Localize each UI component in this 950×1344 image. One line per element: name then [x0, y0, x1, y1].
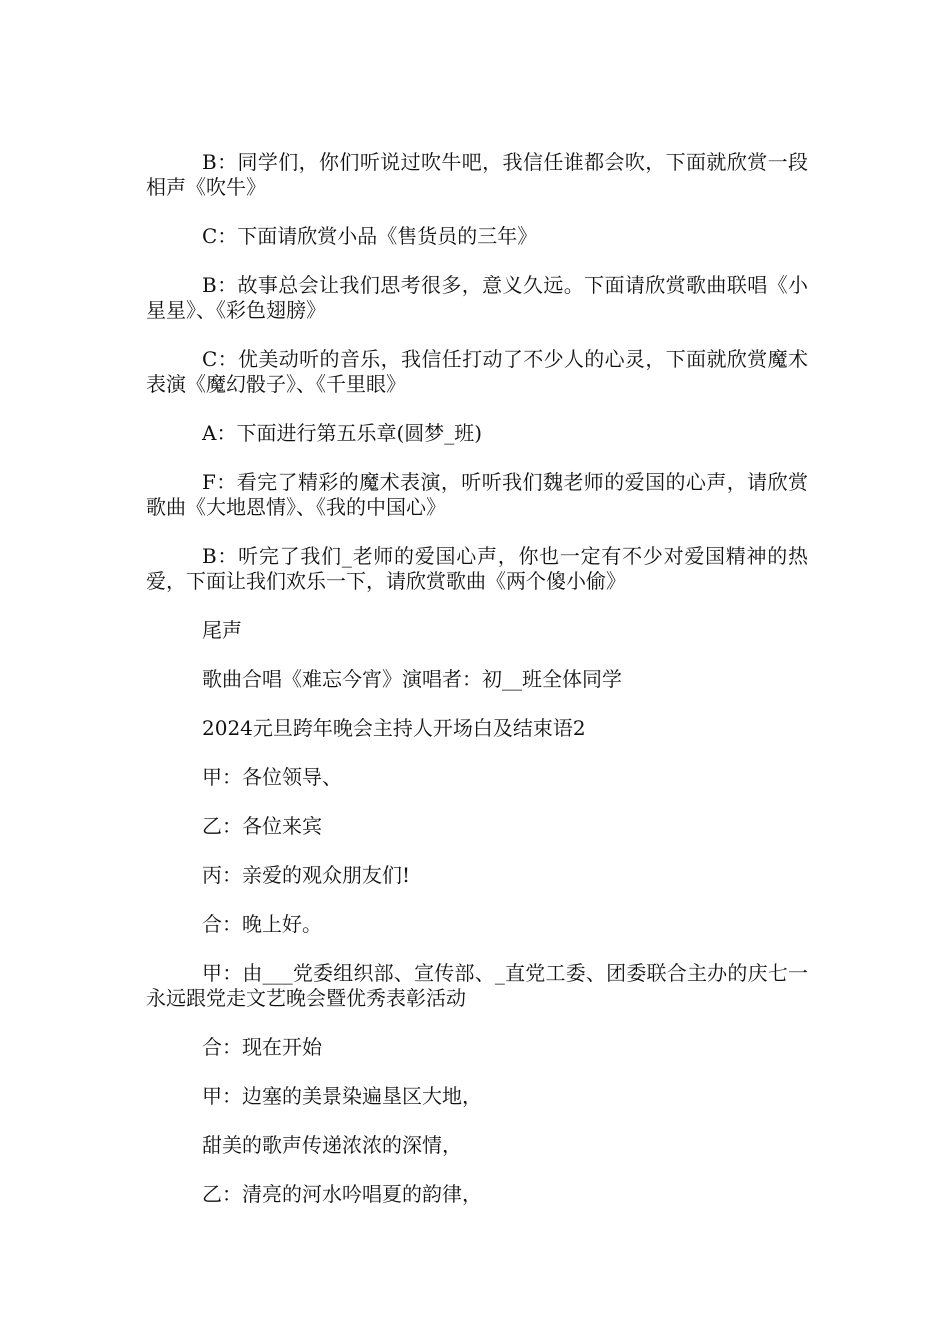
section-heading-title: 2024元旦跨年晚会主持人开场白及结束语2 [202, 716, 586, 740]
paragraph-18: 甜美的歌声传递浓浓的深情， [202, 1133, 462, 1157]
paragraph-6: F：看完了精彩的魔术表演，听听我们魏老师的爱国的心声，请欣赏歌曲《大地恩情》、《我的中国心》 [146, 470, 808, 519]
section-heading-epilogue: 尾声 [202, 618, 242, 642]
paragraph-17: 甲：边塞的美景染遍垦区大地， [202, 1084, 482, 1108]
paragraph-1: B：同学们，你们听说过吹牛吧，我信任谁都会吹，下面就欣赏一段相声《吹牛》 [146, 150, 808, 199]
paragraph-14: 合：晚上好。 [202, 912, 322, 936]
paragraph-3: B：故事总会让我们思考很多，意义久远。下面请欣赏歌曲联唱《小星星》、《彩色翅膀》 [146, 273, 808, 322]
paragraph-2: C：下面请欣赏小品《售货员的三年》 [202, 224, 538, 248]
paragraph-9: 歌曲合唱《难忘今宵》演唱者：初__班全体同学 [202, 667, 622, 691]
paragraph-11: 甲：各位领导、 [202, 765, 342, 789]
paragraph-13: 丙：亲爱的观众朋友们! [202, 863, 411, 887]
paragraph-16: 合：现在开始 [202, 1035, 322, 1059]
paragraph-15: 甲：由___党委组织部、宣传部、_直党工委、团委联合主办的庆七一永远跟党走文艺晚会暨优秀表彰活动 [146, 961, 808, 1010]
document-body [146, 150, 808, 1231]
paragraph-12: 乙：各位来宾 [202, 814, 322, 838]
paragraph-5: A：下面进行第五乐章(圆梦_班) [202, 421, 483, 445]
paragraph-7: B：听完了我们_老师的爱国心声，你也一定有不少对爱国精神的热爱，下面让我们欢乐一下，请欣赏歌曲《两个傻小偷》 [146, 544, 808, 593]
paragraph-19: 乙：清亮的河水吟唱夏的韵律， [202, 1182, 482, 1206]
paragraph-4: C：优美动听的音乐，我信任打动了不少人的心灵，下面就欣赏魔术表演《魔幻骰子》、《千里眼》 [146, 347, 808, 396]
